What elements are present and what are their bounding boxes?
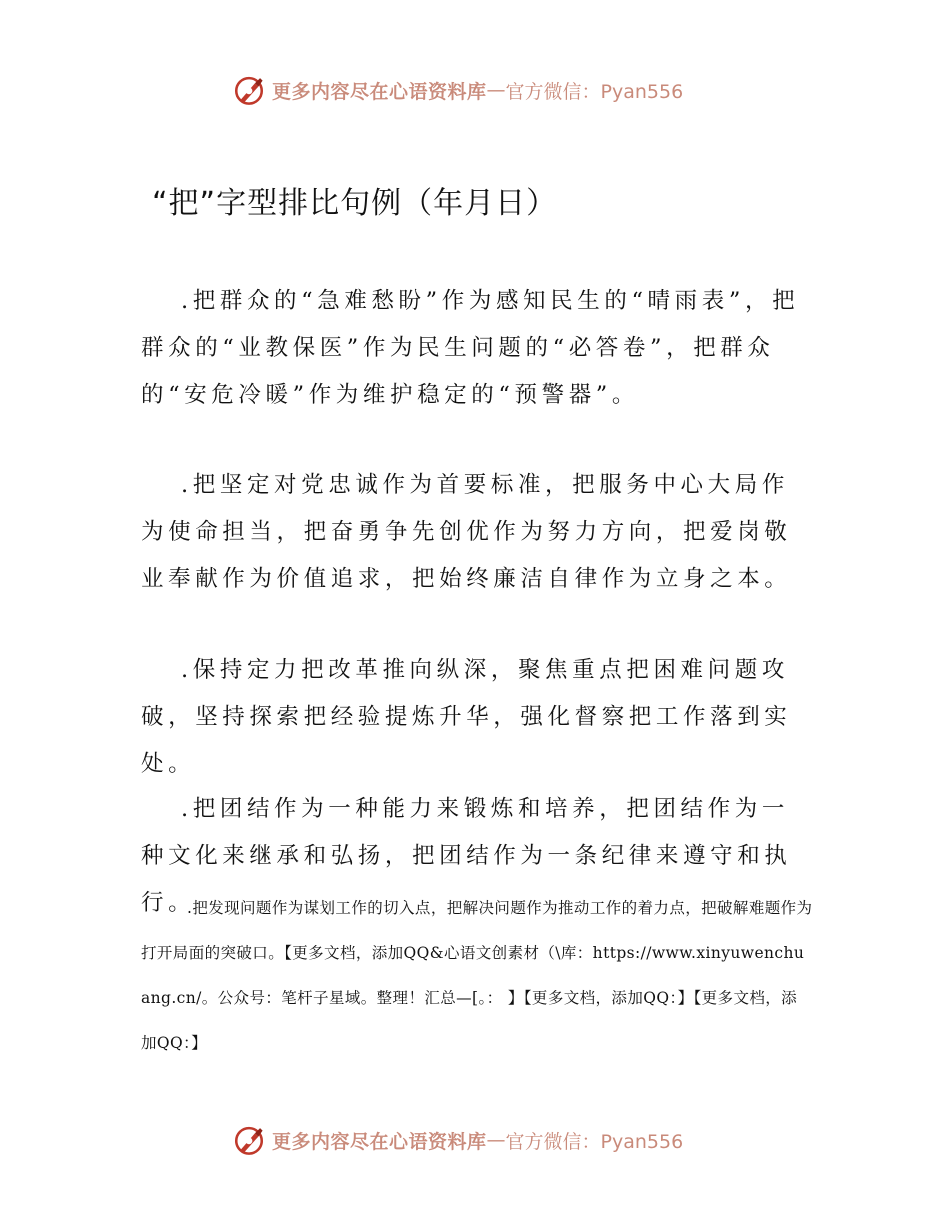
footer-watermark	[232, 1120, 712, 1160]
header-watermark	[232, 70, 712, 110]
watermark-separator: —	[486, 79, 506, 101]
brand-logo-icon	[232, 1123, 266, 1157]
paragraph-4: .把团结作为一种能力来锻炼和培养，把团结作为一种文化来继承和弘扬，把团结作为一条纪律来遵守和执行。	[141, 796, 792, 916]
brand-logo-icon	[232, 73, 266, 107]
page-title: “把”字型排比句例（年月日）	[152, 186, 558, 221]
watermark-brand: 更多内容尽在心语资料库	[272, 80, 487, 103]
watermark-separator: —	[486, 1129, 506, 1151]
watermark-brand: 更多内容尽在心语资料库	[272, 1130, 487, 1153]
watermark-contact: 官方微信：Pyan556	[505, 1130, 684, 1153]
paragraph-2: .把坚定对党忠诚作为首要标准，把服务中心大局作为使命担当，把奋勇争先创优作为努力方向，把爱岗敬业奉献作为价值追求，把始终廉洁自律作为立身之本。	[141, 472, 792, 592]
paragraph-5-small: .把发现问题作为谋划工作的切入点，把解决问题作为推动工作的着力点，把破解难题作为打开局面的突破口。【更多文档，添加QQ&心语文创素材（\库：https://www.xinyuwenchuang.cn/。公众号：笔杆子星域。整理！汇总—[。： 】【更多文档，添加QQ：】【更多文档，添 加QQ：】	[141, 899, 813, 1052]
watermark-contact: 官方微信：Pyan556	[505, 80, 684, 103]
paragraph-1: .把群众的“急难愁盼”作为感知民生的“晴雨表”，把群众的“业教保医”作为民生问题的“必答卷”，把群众的“安危冷暖”作为维护稳定的“预警器”。	[141, 288, 800, 408]
paragraph-3: .保持定力把改革推向纵深，聚焦重点把困难问题攻破，坚持探索把经验提炼升华，强化督察把工作落到实处。	[141, 657, 792, 777]
